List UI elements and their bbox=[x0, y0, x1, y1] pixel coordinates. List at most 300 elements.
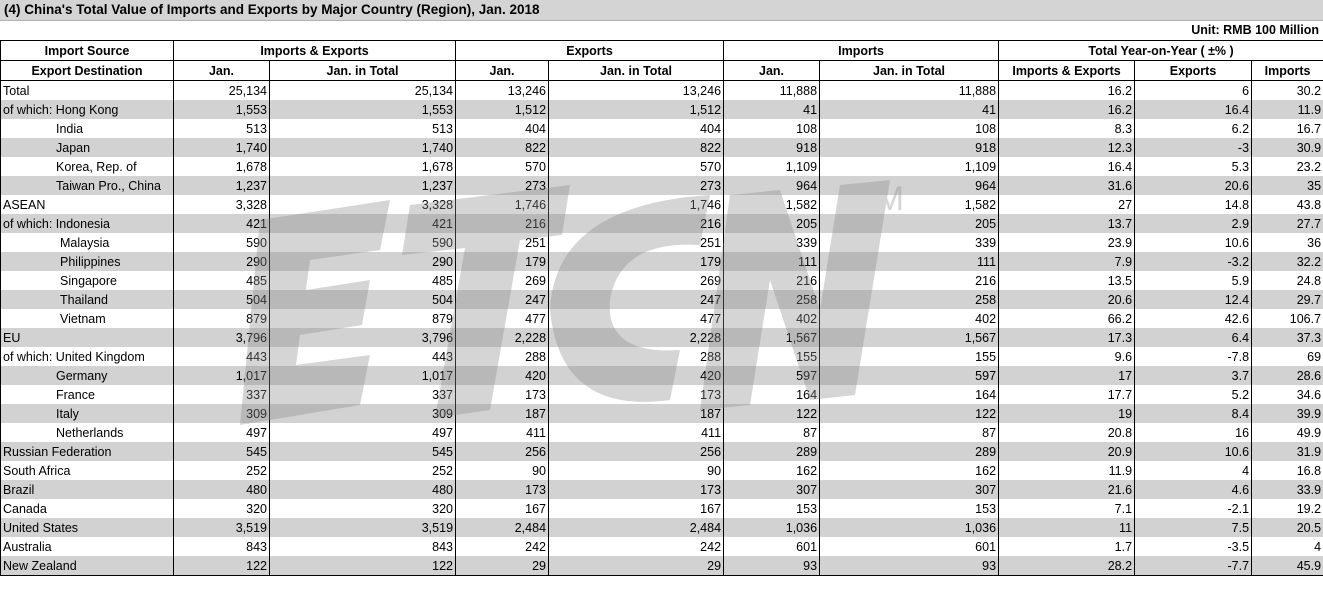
header-ie-total: Jan. in Total bbox=[270, 61, 456, 81]
table-cell: 11,888 bbox=[820, 81, 999, 101]
row-label: of which: Indonesia bbox=[1, 214, 174, 233]
table-cell: 122 bbox=[270, 556, 456, 576]
table-cell: 187 bbox=[456, 404, 549, 423]
table-cell: 90 bbox=[549, 461, 724, 480]
table-cell: 2.9 bbox=[1135, 214, 1252, 233]
table-row bbox=[1, 138, 1323, 157]
table-cell: 34.6 bbox=[1252, 385, 1323, 404]
table-cell: 93 bbox=[820, 556, 999, 576]
table-cell: 13,246 bbox=[456, 81, 549, 101]
table-cell: 87 bbox=[820, 423, 999, 442]
table-cell: 13.5 bbox=[999, 271, 1135, 290]
table-cell: 1,237 bbox=[270, 176, 456, 195]
table-cell: 16.2 bbox=[999, 100, 1135, 119]
table-cell: 11.9 bbox=[1252, 100, 1323, 119]
row-label: United States bbox=[1, 518, 174, 537]
unit-label: Unit: RMB 100 Million bbox=[0, 21, 1323, 40]
table-cell: 7.1 bbox=[999, 499, 1135, 518]
table-cell: 964 bbox=[820, 176, 999, 195]
header-im-jan: Jan. bbox=[724, 61, 820, 81]
row-label: France bbox=[1, 385, 174, 404]
row-label: Russian Federation bbox=[1, 442, 174, 461]
table-cell: 33.9 bbox=[1252, 480, 1323, 499]
table-cell: 251 bbox=[549, 233, 724, 252]
header-exports: Exports bbox=[456, 41, 724, 61]
table-cell: 20.9 bbox=[999, 442, 1135, 461]
table-cell: 87 bbox=[724, 423, 820, 442]
table-cell: 23.2 bbox=[1252, 157, 1323, 176]
table-cell: 13,246 bbox=[549, 81, 724, 101]
table-row bbox=[1, 81, 1323, 101]
table-cell: 822 bbox=[456, 138, 549, 157]
table-cell: 1,237 bbox=[174, 176, 270, 195]
table-cell: 1,512 bbox=[549, 100, 724, 119]
table-cell: 421 bbox=[270, 214, 456, 233]
table-cell: 9.6 bbox=[999, 347, 1135, 366]
table-cell: 420 bbox=[456, 366, 549, 385]
table-row bbox=[1, 328, 1323, 347]
header-ie-jan: Jan. bbox=[174, 61, 270, 81]
table-cell: 16.4 bbox=[999, 157, 1135, 176]
table-cell: 16 bbox=[1135, 423, 1252, 442]
row-label: of which: Hong Kong bbox=[1, 100, 174, 119]
table-cell: 216 bbox=[724, 271, 820, 290]
table-cell: 247 bbox=[549, 290, 724, 309]
table-cell: 17.7 bbox=[999, 385, 1135, 404]
table-cell: 411 bbox=[456, 423, 549, 442]
table-row bbox=[1, 480, 1323, 499]
table-cell: 1,678 bbox=[174, 157, 270, 176]
table-cell: 3,328 bbox=[174, 195, 270, 214]
table-cell: 42.6 bbox=[1135, 309, 1252, 328]
header-yoy-im: Imports bbox=[1252, 61, 1323, 81]
table-cell: 11 bbox=[999, 518, 1135, 537]
row-label: Thailand bbox=[1, 290, 174, 309]
table-cell: 173 bbox=[456, 385, 549, 404]
table-cell: 31.6 bbox=[999, 176, 1135, 195]
table-cell: 256 bbox=[549, 442, 724, 461]
table-cell: 122 bbox=[820, 404, 999, 423]
table-cell: 153 bbox=[724, 499, 820, 518]
table-cell: 1,036 bbox=[724, 518, 820, 537]
table-cell: 1,567 bbox=[724, 328, 820, 347]
row-label: Germany bbox=[1, 366, 174, 385]
table-cell: 1,582 bbox=[724, 195, 820, 214]
table-cell: 45.9 bbox=[1252, 556, 1323, 576]
table-cell: 879 bbox=[270, 309, 456, 328]
table-cell: 12.4 bbox=[1135, 290, 1252, 309]
table-cell: 597 bbox=[820, 366, 999, 385]
table-cell: 3,796 bbox=[270, 328, 456, 347]
table-cell: 1,512 bbox=[456, 100, 549, 119]
table-cell: 337 bbox=[270, 385, 456, 404]
table-cell: -3.5 bbox=[1135, 537, 1252, 556]
table-cell: 7.9 bbox=[999, 252, 1135, 271]
table-cell: 173 bbox=[549, 480, 724, 499]
table-cell: 8.3 bbox=[999, 119, 1135, 138]
table-cell: 27.7 bbox=[1252, 214, 1323, 233]
table-cell: 1,746 bbox=[456, 195, 549, 214]
table-cell: 11,888 bbox=[724, 81, 820, 101]
table-row bbox=[1, 233, 1323, 252]
header-ex-jan: Jan. bbox=[456, 61, 549, 81]
table-cell: 497 bbox=[174, 423, 270, 442]
table-row bbox=[1, 195, 1323, 214]
header-imports-exports: Imports & Exports bbox=[174, 41, 456, 61]
table-row bbox=[1, 461, 1323, 480]
table-cell: 251 bbox=[456, 233, 549, 252]
table-row bbox=[1, 537, 1323, 556]
table-cell: 10.6 bbox=[1135, 233, 1252, 252]
table-cell: 1,553 bbox=[270, 100, 456, 119]
table-cell: 918 bbox=[820, 138, 999, 157]
table-cell: 90 bbox=[456, 461, 549, 480]
table-cell: 843 bbox=[270, 537, 456, 556]
table-cell: 12.3 bbox=[999, 138, 1135, 157]
header-yoy-ie: Imports & Exports bbox=[999, 61, 1135, 81]
row-label: Japan bbox=[1, 138, 174, 157]
table-cell: 43.8 bbox=[1252, 195, 1323, 214]
table-cell: 420 bbox=[549, 366, 724, 385]
table-cell: -7.7 bbox=[1135, 556, 1252, 576]
table-cell: 205 bbox=[820, 214, 999, 233]
table-cell: 4 bbox=[1252, 537, 1323, 556]
table-cell: 320 bbox=[270, 499, 456, 518]
table-cell: 307 bbox=[724, 480, 820, 499]
table-cell: 2,484 bbox=[456, 518, 549, 537]
table-cell: 28.2 bbox=[999, 556, 1135, 576]
table-cell: 242 bbox=[549, 537, 724, 556]
table-cell: 1,582 bbox=[820, 195, 999, 214]
table-cell: 3,519 bbox=[270, 518, 456, 537]
table-cell: 1,740 bbox=[270, 138, 456, 157]
table-cell: 41 bbox=[820, 100, 999, 119]
table-cell: 24.8 bbox=[1252, 271, 1323, 290]
row-label: Philippines bbox=[1, 252, 174, 271]
table-cell: 32.2 bbox=[1252, 252, 1323, 271]
table-cell: 822 bbox=[549, 138, 724, 157]
row-label: Netherlands bbox=[1, 423, 174, 442]
table-cell: 443 bbox=[270, 347, 456, 366]
table-row bbox=[1, 347, 1323, 366]
table-cell: 252 bbox=[174, 461, 270, 480]
table-cell: 269 bbox=[549, 271, 724, 290]
table-cell: 477 bbox=[456, 309, 549, 328]
table-cell: 570 bbox=[456, 157, 549, 176]
table-cell: 108 bbox=[724, 119, 820, 138]
table-row bbox=[1, 423, 1323, 442]
table-row bbox=[1, 404, 1323, 423]
table-cell: 402 bbox=[820, 309, 999, 328]
header-yoy: Total Year-on-Year ( ±% ) bbox=[999, 41, 1323, 61]
table-cell: 13.7 bbox=[999, 214, 1135, 233]
table-cell: 601 bbox=[724, 537, 820, 556]
table-cell: 337 bbox=[174, 385, 270, 404]
table-cell: 339 bbox=[724, 233, 820, 252]
table-cell: 597 bbox=[724, 366, 820, 385]
table-cell: 480 bbox=[174, 480, 270, 499]
header-import-source: Import Source bbox=[1, 41, 174, 61]
table-cell: 1,553 bbox=[174, 100, 270, 119]
table-cell: 918 bbox=[724, 138, 820, 157]
table-cell: 19 bbox=[999, 404, 1135, 423]
row-label: Vietnam bbox=[1, 309, 174, 328]
table-cell: 27 bbox=[999, 195, 1135, 214]
table-cell: 485 bbox=[174, 271, 270, 290]
table-cell: 16.2 bbox=[999, 81, 1135, 101]
table-cell: 485 bbox=[270, 271, 456, 290]
table-cell: 256 bbox=[456, 442, 549, 461]
table-cell: 29 bbox=[456, 556, 549, 576]
row-label: Italy bbox=[1, 404, 174, 423]
table-cell: 179 bbox=[456, 252, 549, 271]
row-label: Singapore bbox=[1, 271, 174, 290]
header-imports: Imports bbox=[724, 41, 999, 61]
table-cell: 252 bbox=[270, 461, 456, 480]
table-cell: 17 bbox=[999, 366, 1135, 385]
table-cell: 164 bbox=[820, 385, 999, 404]
table-cell: 31.9 bbox=[1252, 442, 1323, 461]
table-cell: 14.8 bbox=[1135, 195, 1252, 214]
table-cell: 5.2 bbox=[1135, 385, 1252, 404]
table-row bbox=[1, 252, 1323, 271]
table-cell: 6 bbox=[1135, 81, 1252, 101]
watermark-tm: TM bbox=[855, 180, 905, 218]
table-row bbox=[1, 366, 1323, 385]
table-cell: 20.5 bbox=[1252, 518, 1323, 537]
table-row bbox=[1, 119, 1323, 138]
table-row bbox=[1, 518, 1323, 537]
table-cell: 339 bbox=[820, 233, 999, 252]
table-cell: 843 bbox=[174, 537, 270, 556]
table-cell: 258 bbox=[724, 290, 820, 309]
table-cell: 179 bbox=[549, 252, 724, 271]
table-cell: 11.9 bbox=[999, 461, 1135, 480]
table-row bbox=[1, 100, 1323, 119]
table-cell: 1,678 bbox=[270, 157, 456, 176]
table-cell: 173 bbox=[549, 385, 724, 404]
table-cell: 155 bbox=[724, 347, 820, 366]
table-row bbox=[1, 271, 1323, 290]
table-cell: 108 bbox=[820, 119, 999, 138]
table-cell: 288 bbox=[549, 347, 724, 366]
table-cell: 28.6 bbox=[1252, 366, 1323, 385]
table-cell: 402 bbox=[724, 309, 820, 328]
table-cell: 590 bbox=[174, 233, 270, 252]
table-cell: 111 bbox=[820, 252, 999, 271]
table-cell: 216 bbox=[820, 271, 999, 290]
table-cell: 2,228 bbox=[549, 328, 724, 347]
table-row bbox=[1, 176, 1323, 195]
table-cell: 1,109 bbox=[724, 157, 820, 176]
table-cell: 1,036 bbox=[820, 518, 999, 537]
table-cell: 36 bbox=[1252, 233, 1323, 252]
table-cell: 16.7 bbox=[1252, 119, 1323, 138]
table-cell: 167 bbox=[549, 499, 724, 518]
table-cell: 601 bbox=[820, 537, 999, 556]
table-cell: 187 bbox=[549, 404, 724, 423]
table-cell: -3.2 bbox=[1135, 252, 1252, 271]
table-row bbox=[1, 290, 1323, 309]
table-cell: 1,017 bbox=[270, 366, 456, 385]
table-cell: 106.7 bbox=[1252, 309, 1323, 328]
table-cell: 497 bbox=[270, 423, 456, 442]
table-row bbox=[1, 556, 1323, 576]
row-label: ASEAN bbox=[1, 195, 174, 214]
row-label: New Zealand bbox=[1, 556, 174, 576]
table-cell: 504 bbox=[174, 290, 270, 309]
table-cell: 4.6 bbox=[1135, 480, 1252, 499]
row-label: Korea, Rep. of bbox=[1, 157, 174, 176]
table-cell: 6.4 bbox=[1135, 328, 1252, 347]
table-cell: 1,017 bbox=[174, 366, 270, 385]
table-cell: 25,134 bbox=[174, 81, 270, 101]
table-cell: 570 bbox=[549, 157, 724, 176]
table-cell: 29.7 bbox=[1252, 290, 1323, 309]
row-label: Total bbox=[1, 81, 174, 101]
row-label: Australia bbox=[1, 537, 174, 556]
table-cell: -7.8 bbox=[1135, 347, 1252, 366]
table-cell: 269 bbox=[456, 271, 549, 290]
table-cell: 421 bbox=[174, 214, 270, 233]
trade-table bbox=[0, 40, 1323, 576]
table-cell: 167 bbox=[456, 499, 549, 518]
table-cell: 1,740 bbox=[174, 138, 270, 157]
table-cell: 404 bbox=[549, 119, 724, 138]
table-cell: 273 bbox=[549, 176, 724, 195]
header-yoy-ex: Exports bbox=[1135, 61, 1252, 81]
table-cell: 480 bbox=[270, 480, 456, 499]
table-cell: -3 bbox=[1135, 138, 1252, 157]
header-row-1 bbox=[1, 41, 1323, 61]
table-cell: 164 bbox=[724, 385, 820, 404]
page-title: (4) China's Total Value of Imports and Exports by Major Country (Region), Jan. 2018 bbox=[0, 0, 1323, 21]
table-cell: 111 bbox=[724, 252, 820, 271]
table-cell: 25,134 bbox=[270, 81, 456, 101]
table-cell: 21.6 bbox=[999, 480, 1135, 499]
table-cell: 19.2 bbox=[1252, 499, 1323, 518]
table-cell: 4 bbox=[1135, 461, 1252, 480]
table-cell: 2,228 bbox=[456, 328, 549, 347]
table-cell: 290 bbox=[174, 252, 270, 271]
table-cell: 20.6 bbox=[1135, 176, 1252, 195]
table-cell: 242 bbox=[456, 537, 549, 556]
table-cell: 504 bbox=[270, 290, 456, 309]
table-row bbox=[1, 214, 1323, 233]
header-row-2 bbox=[1, 61, 1323, 81]
row-label: Canada bbox=[1, 499, 174, 518]
table-cell: 39.9 bbox=[1252, 404, 1323, 423]
table-cell: 273 bbox=[456, 176, 549, 195]
table-cell: 879 bbox=[174, 309, 270, 328]
table-cell: 3,519 bbox=[174, 518, 270, 537]
table-cell: 309 bbox=[174, 404, 270, 423]
table-cell: 443 bbox=[174, 347, 270, 366]
table-cell: 6.2 bbox=[1135, 119, 1252, 138]
table-cell: 49.9 bbox=[1252, 423, 1323, 442]
table-cell: 5.3 bbox=[1135, 157, 1252, 176]
table-cell: 30.2 bbox=[1252, 81, 1323, 101]
table-cell: 10.6 bbox=[1135, 442, 1252, 461]
row-label: Taiwan Pro., China bbox=[1, 176, 174, 195]
table-cell: 20.6 bbox=[999, 290, 1135, 309]
table-cell: 3.7 bbox=[1135, 366, 1252, 385]
table-cell: 69 bbox=[1252, 347, 1323, 366]
table-cell: 216 bbox=[456, 214, 549, 233]
table-cell: 23.9 bbox=[999, 233, 1135, 252]
table-cell: 513 bbox=[270, 119, 456, 138]
table-cell: 122 bbox=[174, 556, 270, 576]
table-cell: 122 bbox=[724, 404, 820, 423]
table-cell: 2,484 bbox=[549, 518, 724, 537]
table-cell: 162 bbox=[820, 461, 999, 480]
table-cell: 3,796 bbox=[174, 328, 270, 347]
table-cell: 1.7 bbox=[999, 537, 1135, 556]
table-cell: 7.5 bbox=[1135, 518, 1252, 537]
table-cell: 290 bbox=[270, 252, 456, 271]
table-body bbox=[1, 81, 1323, 576]
table-cell: 205 bbox=[724, 214, 820, 233]
table-cell: 17.3 bbox=[999, 328, 1135, 347]
table-cell: 20.8 bbox=[999, 423, 1135, 442]
table-cell: 545 bbox=[174, 442, 270, 461]
table-cell: 29 bbox=[549, 556, 724, 576]
table-cell: -2.1 bbox=[1135, 499, 1252, 518]
table-row bbox=[1, 499, 1323, 518]
header-ex-total: Jan. in Total bbox=[549, 61, 724, 81]
table-cell: 289 bbox=[820, 442, 999, 461]
table-cell: 258 bbox=[820, 290, 999, 309]
table-cell: 41 bbox=[724, 100, 820, 119]
table-cell: 964 bbox=[724, 176, 820, 195]
table-cell: 1,109 bbox=[820, 157, 999, 176]
table-cell: 155 bbox=[820, 347, 999, 366]
header-export-destination: Export Destination bbox=[1, 61, 174, 81]
table-cell: 3,328 bbox=[270, 195, 456, 214]
table-cell: 320 bbox=[174, 499, 270, 518]
table-cell: 590 bbox=[270, 233, 456, 252]
table-cell: 309 bbox=[270, 404, 456, 423]
header-im-total: Jan. in Total bbox=[820, 61, 999, 81]
row-label: India bbox=[1, 119, 174, 138]
table-cell: 153 bbox=[820, 499, 999, 518]
row-label: South Africa bbox=[1, 461, 174, 480]
table-cell: 411 bbox=[549, 423, 724, 442]
table-cell: 404 bbox=[456, 119, 549, 138]
table-cell: 307 bbox=[820, 480, 999, 499]
table-cell: 1,746 bbox=[549, 195, 724, 214]
table-cell: 545 bbox=[270, 442, 456, 461]
row-label: EU bbox=[1, 328, 174, 347]
table-cell: 247 bbox=[456, 290, 549, 309]
table-cell: 16.4 bbox=[1135, 100, 1252, 119]
table-cell: 1,567 bbox=[820, 328, 999, 347]
table-cell: 289 bbox=[724, 442, 820, 461]
table-cell: 162 bbox=[724, 461, 820, 480]
table-row bbox=[1, 442, 1323, 461]
table-cell: 93 bbox=[724, 556, 820, 576]
table-row bbox=[1, 385, 1323, 404]
table-cell: 8.4 bbox=[1135, 404, 1252, 423]
table-row bbox=[1, 309, 1323, 328]
table-cell: 288 bbox=[456, 347, 549, 366]
table-cell: 477 bbox=[549, 309, 724, 328]
row-label: of which: United Kingdom bbox=[1, 347, 174, 366]
table-cell: 16.8 bbox=[1252, 461, 1323, 480]
row-label: Brazil bbox=[1, 480, 174, 499]
table-cell: 216 bbox=[549, 214, 724, 233]
table-cell: 513 bbox=[174, 119, 270, 138]
